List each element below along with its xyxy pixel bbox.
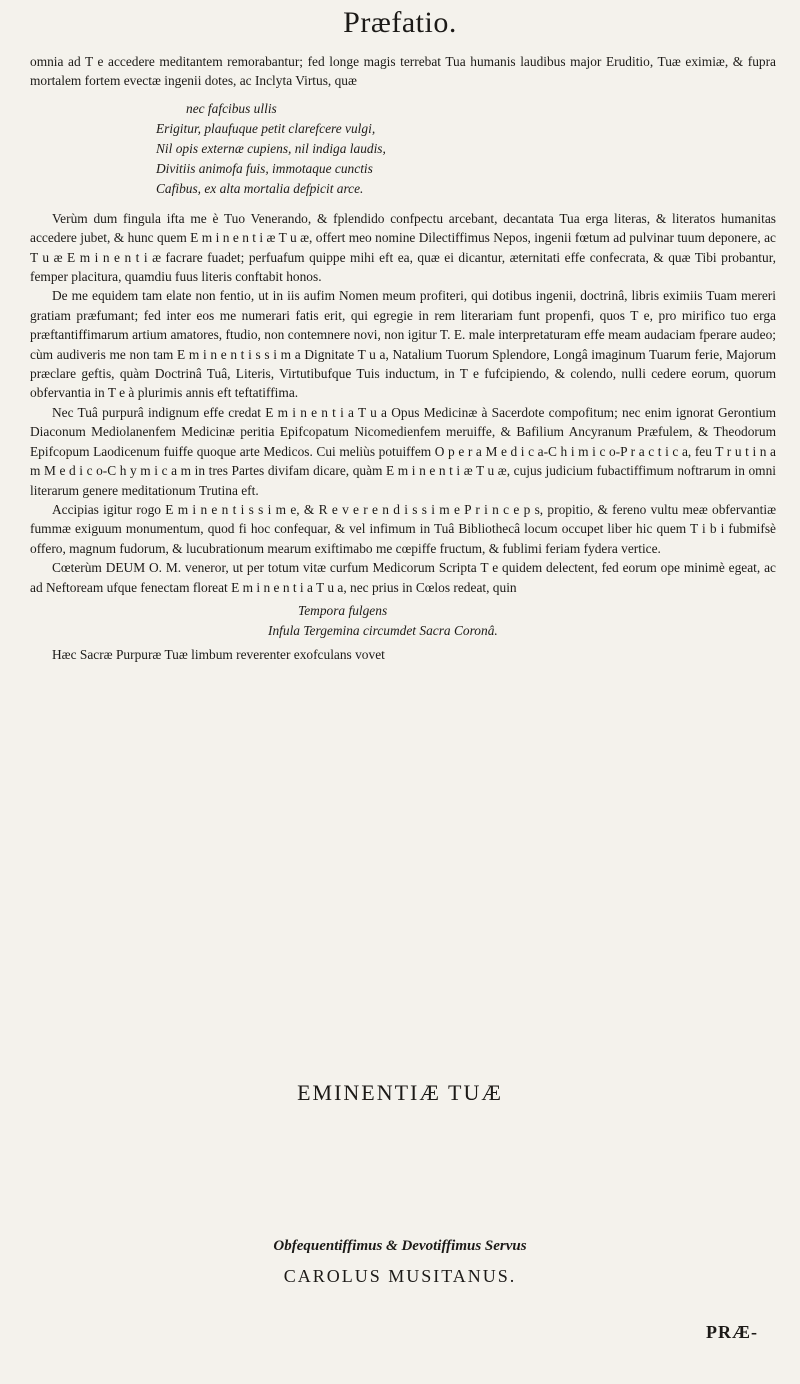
verse-line: nec fafcibus ullis [186,100,277,116]
paragraph-3: De me equidem tam elate non fentio, ut in iis aufim Nomen meum profiteri, qui dotibus ingenii, doctrinâ, libris eximiis Tuam mereri gratiam præfumant; fed inter eos me numerari fatis erit, qui egregie in rem literariam funt propenfi, quos T e, pro mirifico tuo erga præftantiffimarum artium amatores, ftudio, non contemnere novi, non igitur T. E. male interpretaturam effe meam audaciam fperare audeo; cùm audiveris me non tam E m i n e n t i s s i m a Dignitate T u a, Natalium Tuorum Splendore, Longâ imaginum Tuarum ferie, Majorum præclare geftis, quàm Doctrinâ Tuâ, Literis, Virtutibufque Tuis inductum, in T e fufcipiendo, & colendo, nulli cedere eorum, quorum obfervantia in T e à plurimis annis eft teftatiffima. [30,288,776,401]
paragraph-1: omnia ad T e accedere meditantem remorabantur; fed longe magis terrebat Tua humanis laudibus major Eruditio, Tuæ eximiæ, & fupra mortalem fortem evectæ ingenii dotes, ac Inclyta Virtus, quæ [30,54,776,89]
verse-line: Infula Tergemina circumdet Sacra Coronâ. [268,622,498,638]
verse-line: Cafibus, ex alta mortalia defpicit arce. [156,180,364,196]
verse-quotation [156,99,776,199]
verse-line: Nil opis externæ cupiens, nil indiga laudis, [156,140,386,156]
paragraph-7: Hæc Sacræ Purpuræ Tuæ limbum reverenter exofculans vovet [52,646,385,662]
paragraph-5: Accipias igitur rogo E m i n e n t i s s i m e, & R e v e r e n d i s s i m e P r i n c e p s, propitio, & fereno vultu meæ obfervantiæ fummæ exiguum monumentum, quod fi hoc confequar, & vel infimum in Tuâ Bibliothecâ locum occupet liber hic quem T i b i fubmifsè offero, magnum fudorum, & lucubrationum mearum exiftimabo me cœpiffe fructum, & fublimi feriam fydera vertice. [30,501,776,556]
paragraph-4: Nec Tuâ purpurâ indignum effe credat E m i n e n t i a T u a Opus Medicinæ à Sacerdote compofitum; nec enim ignorat Gerontium Diaconum Mediolanenfem Medicinæ peritia Epifcopatum Nicomedienfem meruiffe, & Bafilium Ancyranum Præfulem, & Theodorum Epifcopum Laodicenum fuiffe quoque arte Medicos. Cui meliùs potuiffem O p e r a M e d i c a-C h i m i c o-P r a c t i c a, feu T r u t i n a m M e d i c o-C h y m i c a m in tres Partes divifam dicare, quàm E m i n e n t i æ T u æ, cujus judicium fubactiffimum noftrarum in omni literarum genere meditationum Trutina eft. [30,404,776,498]
subscription-line: Obfequentiffimus & Devotiffimus Servus [273,1238,527,1254]
paragraph-2: Verùm dum fingula ifta me è Tuo Venerando, & fplendido confpectu arcebant, decantata Tua erga literas, & literatos humanitas accedere jubet, & hunc quem E m i n e n t i æ T u æ, offert meo nomine Dilectiffimus Nepos, ingenii fœtum ad pulvinar tuum deponere, ac T u æ E m i n e n t i æ facrare fuadet; perfuafum quippe mihi eft ea, quæ ei dicantur, æternitati effe confecrata, & quæ Tibi probantur, femper placitura, quamdiu fuus literis conftabit honos. [30,210,776,285]
signature: CAROLUS MUSITANUS. [283,1266,517,1286]
body-text [30,52,776,664]
closing-title: EMINENTIÆ TUÆ [297,1080,503,1105]
verse-line: Erigitur, plaufuque petit clarefcere vulgi, [156,120,376,136]
running-head: Præfatio. [343,6,457,39]
verse-line: Tempora fulgens [298,602,388,618]
verse-line: Divitiis animofa fuis, immotaque cunctis [156,160,373,176]
catchword: PRÆ- [706,1322,758,1342]
verse-quotation-2 [268,601,776,641]
paragraph-6: Cœterùm DEUM O. M. veneror, ut per totum vitæ curfum Medicorum Scripta T e quidem delectent, fed eorum ope minimè egeat, ac ad Neftoream ufque fenectam floreat E m i n e n t i a T u a, nec prius in Cœlos redeat, quin [30,560,776,595]
